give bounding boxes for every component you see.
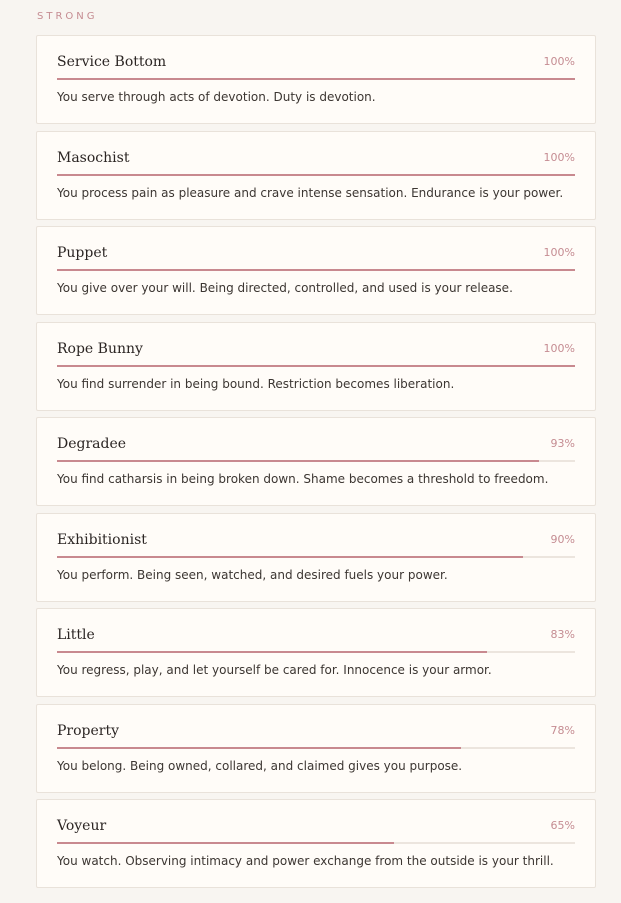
result-card [36, 322, 596, 411]
result-card [36, 226, 596, 315]
progress-track [57, 365, 575, 367]
card-title: Puppet [57, 245, 108, 261]
result-card [36, 35, 596, 124]
card-header [57, 532, 575, 552]
card-header [57, 723, 575, 743]
card-title: Masochist [57, 149, 130, 166]
card-title: Property [57, 722, 120, 739]
card-header [57, 436, 575, 456]
progress-fill [57, 747, 461, 749]
card-title: Degradee [57, 436, 127, 452]
card-percentage: 78% [550, 723, 575, 737]
card-header [57, 245, 575, 265]
card-description: You give over your will. Being directed, controlled, and used is your release. [57, 281, 513, 295]
card-percentage: 100% [543, 246, 575, 259]
card-percentage: 100% [543, 55, 575, 68]
card-description: You watch. Observing intimacy and power exchange from the outside is your thrill. [57, 854, 554, 868]
progress-fill [57, 365, 575, 367]
card-header [57, 627, 575, 647]
card-percentage: 65% [550, 819, 575, 832]
card-title: Exhibitionist [57, 531, 147, 548]
progress-track [57, 556, 575, 558]
card-percentage: 83% [550, 628, 575, 641]
card-percentage: 93% [550, 437, 575, 450]
card-description: You process pain as pleasure and crave intense sensation. Endurance is your power. [57, 185, 564, 200]
card-header [57, 54, 575, 74]
card-description: You regress, play, and let yourself be cared for. Innocence is your armor. [57, 663, 492, 677]
card-percentage: 100% [543, 341, 575, 355]
card-percentage: 90% [550, 532, 575, 546]
progress-fill [57, 460, 539, 462]
result-list [36, 35, 596, 895]
result-card [36, 704, 596, 793]
result-card [36, 799, 596, 888]
progress-fill [57, 651, 487, 653]
card-description: You belong. Being owned, collared, and claimed gives you purpose. [57, 758, 463, 773]
result-card [36, 513, 596, 602]
card-header [57, 818, 575, 838]
progress-track [57, 78, 575, 80]
section-label: STRONG [37, 11, 98, 22]
result-card [36, 417, 596, 506]
progress-fill [57, 842, 394, 844]
progress-track [57, 174, 575, 176]
card-title: Rope Bunny [57, 340, 143, 357]
card-description: You serve through acts of devotion. Duty is devotion. [57, 90, 376, 104]
card-title: Service Bottom [57, 54, 167, 70]
card-title: Little [57, 627, 95, 643]
progress-fill [57, 269, 575, 271]
card-description: You find catharsis in being broken down. Shame becomes a threshold to freedom. [57, 472, 549, 486]
result-card [36, 608, 596, 697]
progress-fill [57, 78, 575, 80]
progress-track [57, 460, 575, 462]
card-header [57, 150, 575, 170]
progress-fill [57, 174, 575, 176]
result-card [36, 131, 596, 220]
progress-track [57, 269, 575, 271]
progress-track [57, 747, 575, 749]
card-percentage: 100% [543, 150, 575, 164]
card-title: Voyeur [57, 818, 107, 834]
card-description: You perform. Being seen, watched, and desired fuels your power. [57, 567, 448, 582]
progress-fill [57, 556, 523, 558]
progress-track [57, 651, 575, 653]
card-header [57, 341, 575, 361]
card-description: You find surrender in being bound. Restriction becomes liberation. [57, 376, 455, 391]
progress-track [57, 842, 575, 844]
